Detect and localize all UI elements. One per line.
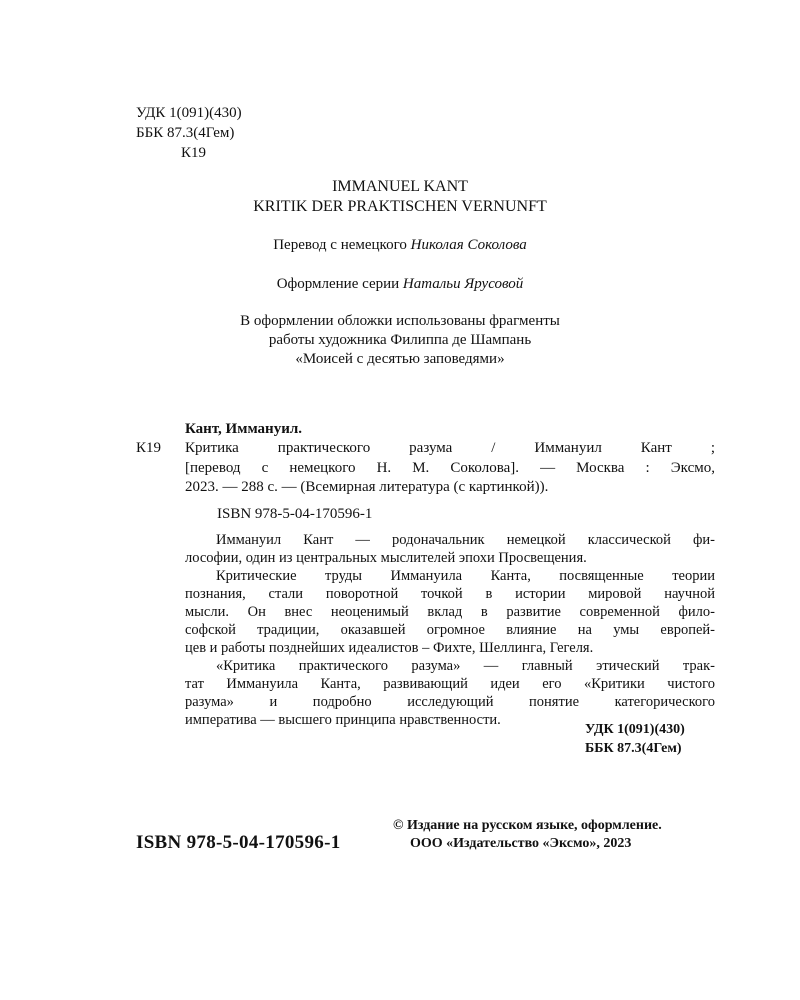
udk-code-bottom: УДК 1(091)(430) xyxy=(585,722,685,737)
abstract-line: мысли. Он внес неоценимый вклад в развитие современной фило- xyxy=(185,604,715,620)
abstract-line: цев и работы позднейших идеалистов – Фихте, Шеллинга, Гегеля. xyxy=(185,640,594,656)
translation-prefix: Перевод с немецкого xyxy=(273,237,407,253)
record-line: Критика практического разума / Иммануил Кант ; xyxy=(185,440,715,456)
record-heading: Кант, Иммануил. xyxy=(185,421,303,437)
series-design-credit xyxy=(0,275,800,293)
abstract-line: разума» и подробно исследующий понятие категорического xyxy=(185,694,715,710)
isbn-footer: ISBN 978-5-04-170596-1 xyxy=(136,832,341,853)
copyright-line: ООО «Издательство «Эксмо», 2023 xyxy=(410,836,632,851)
record-isbn: ISBN 978-5-04-170596-1 xyxy=(217,506,373,522)
cover-note-line: «Моисей с десятью заповедями» xyxy=(295,351,505,367)
bbk-code: ББК 87.3(4Гем) xyxy=(136,125,235,141)
abstract-line: лософии, один из центральных мыслителей эпохи Просвещения. xyxy=(185,550,587,566)
abstract-line: императива — высшего принципа нравственности. xyxy=(185,712,501,728)
abstract-line: Иммануил Кант — родоначальник немецкой классической фи- xyxy=(216,532,715,548)
author-mark: К19 xyxy=(181,145,207,161)
original-author: IMMANUEL KANT xyxy=(332,178,468,195)
abstract-line: софской традиции, оказавшей огромное влияние на умы европей- xyxy=(185,622,715,638)
abstract-line: Критические труды Иммануила Канта, посвященные теории xyxy=(216,568,715,584)
udk-code: УДК 1(091)(430) xyxy=(136,105,242,121)
record-line: 2023. — 288 с. — (Всемирная литература (с картинкой)). xyxy=(185,479,549,495)
record-line: [перевод с немецкого Н. М. Соколова]. — Москва : Эксмо, xyxy=(185,460,715,476)
abstract-line: «Критика практического разума» — главный этический трак- xyxy=(216,658,715,674)
bbk-code-bottom: ББК 87.3(4Гем) xyxy=(585,741,682,756)
record-author-mark: К19 xyxy=(136,440,162,456)
original-title: KRITIK DER PRAKTISCHEN VERNUNFT xyxy=(253,198,547,215)
translator-name: Николая Соколова xyxy=(410,237,527,253)
abstract-line: тат Иммануила Канта, развивающий идеи его «Критики чистого xyxy=(185,676,715,692)
cover-note-line: В оформлении обложки использованы фрагменты xyxy=(240,313,560,329)
translation-credit xyxy=(0,236,800,254)
designer-name: Натальи Ярусовой xyxy=(402,276,524,292)
cover-note-line: работы художника Филиппа де Шампань xyxy=(268,332,532,348)
abstract-line: познания, стали поворотной точкой в истории мировой научной xyxy=(185,586,715,602)
copyright-line: © Издание на русском языке, оформление. xyxy=(393,818,662,833)
design-prefix: Оформление серии xyxy=(276,276,400,292)
